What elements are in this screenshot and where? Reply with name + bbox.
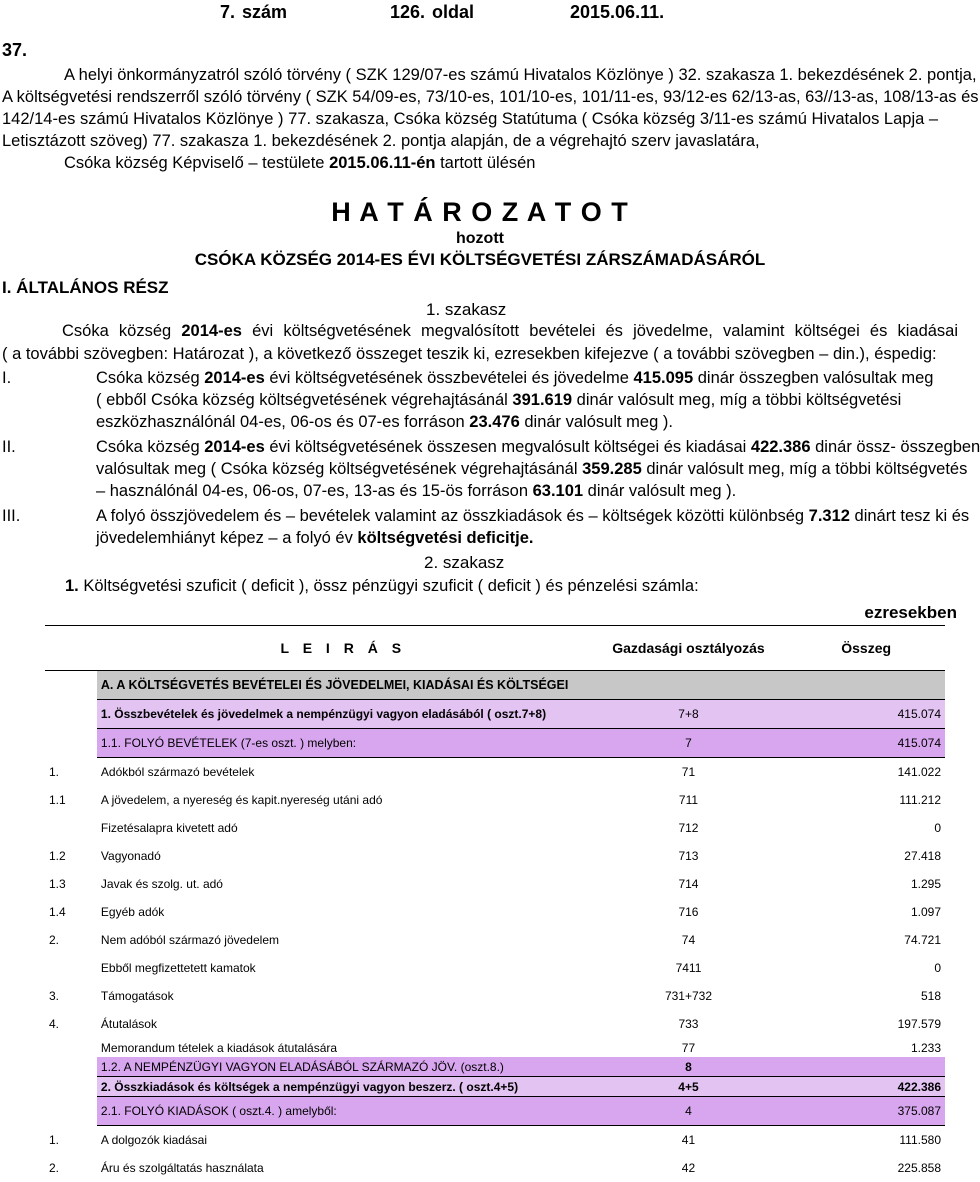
row-class-cell: 713: [678, 849, 699, 863]
row-amount-cell: 415.074: [787, 700, 945, 729]
table-row: [45, 671, 945, 700]
part-title: I. ÁLTALÁNOS RÉSZ: [2, 278, 169, 297]
table-row: [45, 1010, 945, 1038]
header-cell-class: Gazdasági osztályozás: [590, 626, 788, 671]
budget-table: [45, 625, 945, 1182]
row-class-cell: 712: [678, 821, 699, 835]
item-line: jövedelemhiányt képez – a folyó év költségvetési deficitje.: [96, 529, 534, 547]
preamble-line: [2, 152, 958, 174]
row-number-cell: [45, 700, 97, 729]
row-amount-cell: [787, 671, 945, 700]
row-description-cell: 2.1. FOLYÓ KIADÁSOK ( oszt.4. ) amelyből:: [97, 1097, 590, 1126]
row-amount-cell: 197.579: [897, 1017, 941, 1031]
row-class-cell: 733: [678, 1017, 699, 1031]
table-row: [45, 1057, 945, 1077]
row-amount-cell: 225.858: [897, 1161, 941, 1175]
table-row: [45, 954, 945, 982]
item-line: ( ebből Csóka község költségvetésének végrehajtásánál 391.619 dinár valósult meg, míg a többi költségvetési: [96, 391, 902, 409]
table-row: [45, 786, 945, 814]
item-line: eszközhasználónál 04-es, 06-os és 07-es forráson 23.476 dinár valósult meg ).: [96, 413, 673, 431]
issue-number: 7. szám: [220, 2, 288, 22]
page-number: 126. oldal: [390, 2, 475, 22]
row-number-cell: [45, 814, 97, 842]
row-class-cell: 41: [681, 1133, 696, 1147]
document-title: H A T Á R O Z A T O T: [331, 197, 629, 227]
table-row: [45, 700, 945, 729]
row-number-cell: 3.: [49, 989, 60, 1003]
table-row: [45, 926, 945, 954]
row-amount-cell: 415.074: [787, 729, 945, 758]
row-description-cell: A jövedelem, a nyereség és kapit.nyereség utáni adó: [100, 793, 383, 807]
row-number-cell: 4.: [49, 1017, 60, 1031]
preamble-line: A költségvetési rendszerről szóló törvény ( SZK 54/09-es, 73/10-es, 101/10-es, 101/11-es, 93/12-es 62/13-as, 63//13-as, 108/13-as és: [2, 88, 979, 106]
row-number-cell: 1.3: [49, 877, 66, 891]
item-line: Csóka község 2014-es évi költségvetésének összbevételei és jövedelme 415.095 dinár összegben valósultak meg: [96, 369, 934, 387]
row-number-cell: [45, 954, 97, 982]
row-class-cell: 77: [681, 1040, 696, 1055]
row-amount-cell: [787, 1057, 945, 1077]
row-description-cell: Adókból származó bevételek: [100, 765, 255, 779]
row-description-cell: Vagyonadó: [100, 849, 161, 863]
table-row: [45, 870, 945, 898]
table-row: [45, 898, 945, 926]
row-description-cell: Nem adóból származó jövedelem: [100, 933, 279, 947]
preamble: [2, 64, 979, 174]
roman-item-1: [2, 367, 958, 433]
row-class-cell: 714: [678, 877, 699, 891]
row-number-cell: [45, 1097, 97, 1126]
row-number-cell: 1.: [49, 764, 60, 779]
roman-numeral: III.: [2, 507, 21, 525]
row-amount-cell: 27.418: [904, 849, 941, 863]
row-description-cell: 2. Összkiadások és költségek a nempénzügyi vagyon beszerz. ( oszt.4+5): [97, 1077, 590, 1097]
item-line: Csóka község 2014-es évi költségvetésének összesen megvalósult költségei és kiadásai 422.386 dinár össz- összegben: [96, 438, 980, 456]
row-number-cell: [45, 1057, 97, 1077]
row-number-cell: [45, 671, 97, 700]
row-class-cell: 4: [590, 1097, 788, 1126]
header-cell-no: [45, 626, 97, 671]
roman-numeral: II.: [2, 438, 16, 456]
preamble-line: Letisztázott szöveg) 77. szakasza 1. bekezdésének 2. pontja alapján, de a végrehajtó szerv javaslatára,: [2, 132, 760, 150]
row-number-cell: 1.2: [49, 849, 66, 863]
row-amount-cell: 1.295: [910, 877, 941, 891]
table-row: [45, 842, 945, 870]
row-description-cell: 1.1. FOLYÓ BEVÉTELEK (7-es oszt. ) melyben:: [97, 729, 590, 758]
unit-label: ezresekben: [864, 603, 957, 622]
row-description-cell: Javak és szolg. ut. adó: [100, 877, 223, 891]
row-description-cell: Átutalások: [100, 1017, 157, 1031]
row-number-cell: 1.: [49, 1132, 60, 1147]
table-row: [45, 982, 945, 1010]
table-row: [45, 1126, 945, 1155]
row-class-cell: 7: [590, 729, 788, 758]
table-row: [45, 814, 945, 842]
item-line: A folyó összjövedelem és – bevételek valamint az összkiadások és – költségek közötti különbség 7.312 dinárt tesz ki és: [96, 507, 970, 525]
row-description-cell: A dolgozók kiadásai: [100, 1133, 207, 1147]
item-line: – használónál 04-es, 06-os, 07-es, 13-as és 15-ös forráson 63.101 dinár valósult meg ).: [96, 482, 737, 500]
row-class-cell: 7+8: [590, 700, 788, 729]
row-description-cell: 1. Összbevételek és jövedelmek a nempénzügyi vagyon eladásából ( oszt.7+8): [97, 700, 590, 729]
row-amount-cell: 375.087: [787, 1097, 945, 1126]
row-class-cell: 7411: [675, 961, 702, 975]
document-subtitle: CSÓKA KÖZSÉG 2014-ES ÉVI KÖLTSÉGVETÉSI ZÁRSZÁMADÁSÁRÓL: [194, 250, 766, 269]
row-description-cell: Ebből megfizettetett kamatok: [100, 961, 256, 975]
row-number-cell: 1.4: [49, 905, 66, 919]
roman-numeral: I.: [2, 369, 12, 387]
row-description-cell: A. A KÖLTSÉGVETÉS BEVÉTELEI ÉS JÖVEDELMEI, KIADÁSAI ÉS KÖLTSÉGEI: [97, 671, 590, 700]
row-number-cell: [45, 729, 97, 758]
adopted-label: hozott: [456, 230, 504, 247]
item-line: valósultak meg ( Csóka község költségvetésének végrehajtásánál 359.285 dinár valósult meg, míg a többi költségvetés: [96, 460, 968, 478]
paragraph-line: ( a további szövegben: Határozat ), a következő összeget teszik ki, ezresekben kifejezve ( a további szövegben – din.), éspedig:: [2, 345, 937, 363]
section-1-paragraph: [2, 320, 958, 366]
row-class-cell: 711: [678, 793, 699, 807]
row-amount-cell: 0: [934, 821, 941, 835]
preamble-line: A helyi önkormányzatról szóló törvény ( SZK 129/07-es számú Hivatalos Közlönye ) 32. szakasza 1. bekezdésének 2. pontja,: [64, 66, 977, 84]
row-class-cell: 8: [590, 1057, 788, 1077]
table-row: [45, 1154, 945, 1182]
row-amount-cell: 74.721: [904, 933, 941, 947]
section-2-heading: 1. Költségvetési szuficit ( deficit ), össz pénzügyi szuficit ( deficit ) és pénzelési számla:: [65, 577, 699, 595]
row-amount-cell: 111.580: [899, 1133, 941, 1147]
section-2-title: 2. szakasz: [424, 553, 505, 572]
row-class-cell: 731+732: [664, 989, 712, 1003]
row-class-cell: 42: [681, 1161, 696, 1175]
row-number-cell: 2.: [49, 933, 60, 947]
preamble-line: 142/14-es számú Hivatalos Közlönye ) 77. szakasza, Csóka község Statútuma ( Csóka község 3/11-es számú Hivatalos Lapja –: [2, 110, 939, 128]
row-description-cell: Memorandum tételek a kiadások átutalására: [100, 1040, 338, 1055]
row-amount-cell: 518: [920, 989, 941, 1003]
roman-item-2: [2, 436, 980, 502]
header-cell-amount: Összeg: [787, 626, 945, 671]
session-date: 2015.06.11-én: [329, 154, 436, 172]
resolution-number: 37.: [2, 40, 28, 60]
row-amount-cell: 1.233: [910, 1040, 941, 1055]
issue-date: 2015.06.11.: [570, 2, 665, 22]
row-class-cell: [590, 671, 788, 700]
section-1-title: 1. szakasz: [426, 300, 507, 319]
row-amount-cell: 1.097: [910, 905, 941, 919]
row-class-cell: 4+5: [590, 1077, 788, 1097]
table-row: [45, 1097, 945, 1126]
row-description-cell: Fizetésalapra kivetett adó: [100, 821, 238, 835]
table-row: [45, 1077, 945, 1097]
row-amount-cell: 141.022: [897, 765, 941, 779]
row-class-cell: 71: [681, 765, 696, 779]
row-amount-cell: 0: [934, 961, 941, 975]
row-description-cell: Egyéb adók: [100, 905, 165, 919]
table-row: [45, 729, 945, 758]
table-row: [45, 758, 945, 787]
header-cell-description: L E I R Á S: [97, 626, 590, 671]
roman-item-3: [2, 505, 970, 549]
table-header-row: [45, 626, 945, 671]
paragraph-line: Csóka község 2014-es évi költségvetésének megvalósított bevételei és jövedelme, valamint költségei és kiadásai: [62, 322, 959, 340]
row-number-cell: [45, 1077, 97, 1097]
row-class-cell: 716: [678, 905, 699, 919]
row-number-cell: 2.: [49, 1161, 60, 1175]
row-description-cell: Támogatások: [100, 989, 174, 1003]
row-number-cell: [45, 1038, 97, 1057]
row-description-cell: 1.2. A NEMPÉNZÜGYI VAGYON ELADÁSÁBÓL SZÁRMAZÓ JÖV. (oszt.8.): [97, 1057, 590, 1077]
table-row: [45, 1038, 945, 1057]
row-class-cell: 74: [681, 933, 696, 947]
session-text: tartott ülésén: [440, 154, 536, 172]
page-header: [220, 2, 664, 23]
row-number-cell: 1.1: [49, 793, 66, 807]
row-amount-cell: 422.386: [787, 1077, 945, 1097]
row-amount-cell: 111.212: [899, 793, 941, 807]
row-description-cell: Áru és szolgáltatás használata: [100, 1161, 264, 1175]
council-name: Csóka község Képviselő – testülete: [64, 154, 325, 172]
